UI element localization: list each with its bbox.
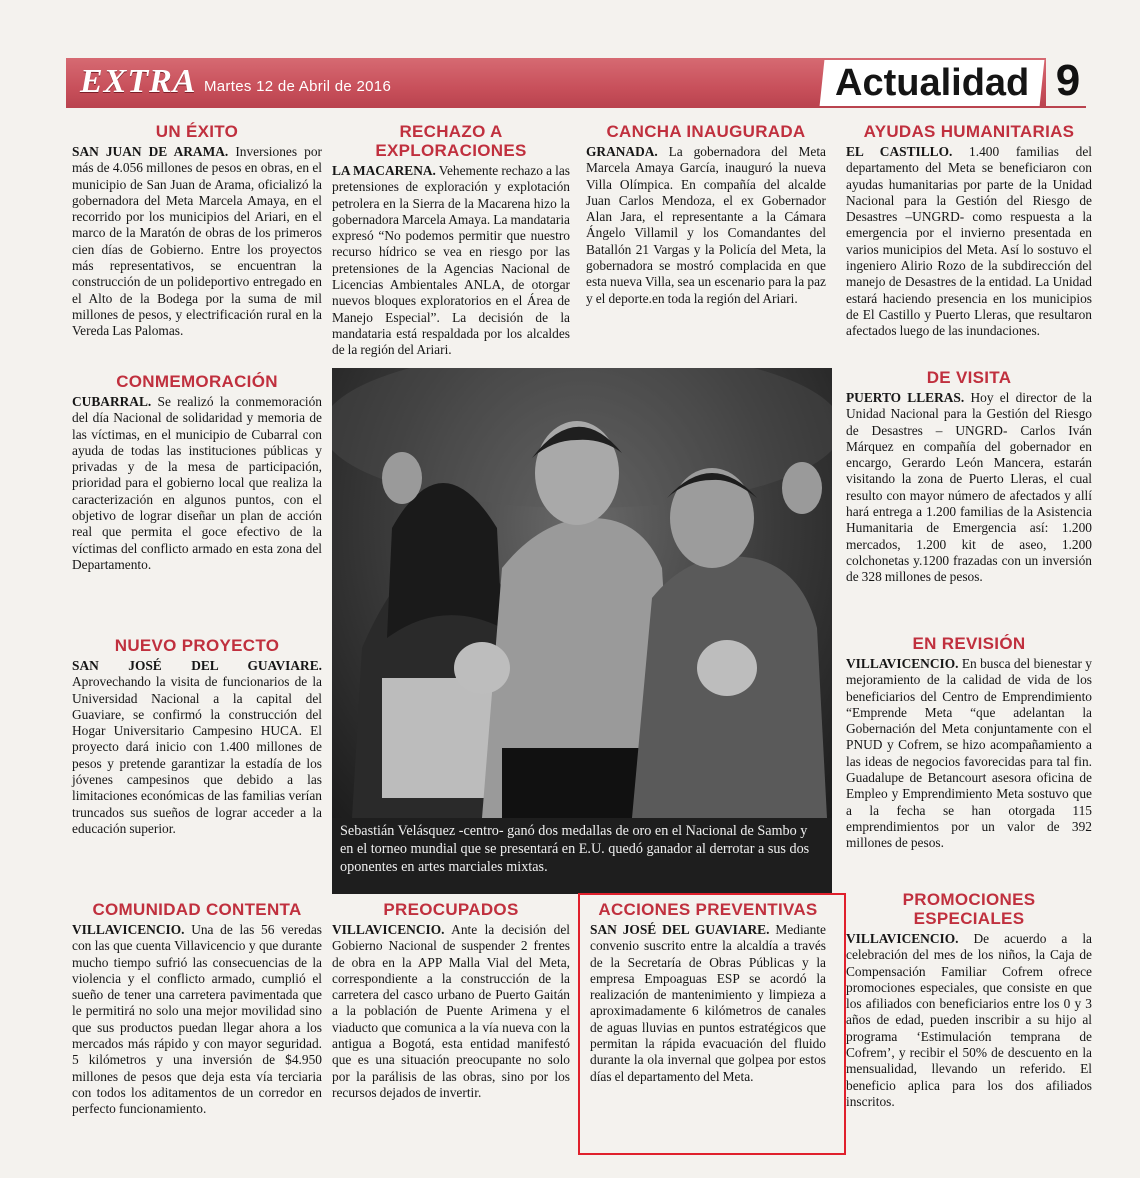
article-headline: COMUNIDAD CONTENTA [92, 900, 302, 919]
article-rechazo [332, 122, 570, 359]
article-text: La gobernadora del Meta Marcela Amaya García, inauguró la nueva Villa Olímpica. En compañía del alcalde Juan Carlos Mendoza, el ex Gobernador Alan Jara, el representante a la Cámara Ángelo Villamil y los Comandantes del Batallón 21 Vargas y la Policía del Meta, la gobernadora se mostró complacida en que esta nueva Villa, sea un escenario para la paz y el deporte.en toda la región del Ariari. [586, 144, 826, 306]
article-dateline: SAN JOSÉ DEL GUAVIARE. [590, 922, 770, 937]
article-text: Aprovechando la visita de funcionarios de la Universidad Nacional a la capital del Guaviare, se confirmó la construcción del Hogar Universitario Campesino HUCA. El proyecto dará inicio con 1.400 millones de pesos y pretende garantizar la estadía de los jóvenes campesinos que debido a las limitaciones económicas de las familias verían truncados sus sueños de lograr acceder a la educación superior. [72, 674, 322, 836]
page-number: 9 [1046, 56, 1090, 106]
article-headline: NUEVO PROYECTO [114, 636, 280, 655]
article-dateline: GRANADA. [586, 144, 658, 159]
article-body [586, 144, 826, 307]
article-body [72, 144, 322, 340]
article-dateline: SAN JOSÉ DEL GUAVIARE. [72, 658, 322, 673]
article-headline: PROMOCIONES ESPECIALES [902, 890, 1036, 928]
article-cancha [586, 122, 826, 307]
article-un-exito [72, 122, 322, 340]
article-comunidad-contenta [72, 900, 322, 1118]
article-dateline: VILLAVICENCIO. [846, 656, 959, 671]
article-text: En busca del bienestar y mejoramiento de la calidad de vida de los beneficiarios del Centro de Emprendimiento “Emprende Meta “que adelantan la Gobernación del Meta conjuntamente con el PNUD y Cofrem, se hizo acompañamiento a las ideas de negocios favorecidas para tal fin. Guadalupe de Betancourt asesora oficina de Empleo y Emprendimiento Meta sostuvo que a la fecha se han otorgada 115 emprendimientos por un valor de 392 millones de pesos. [846, 656, 1092, 851]
photo-illustration [332, 368, 832, 818]
article-text: Una de las 56 veredas con las que cuenta Villavicencio y que durante mucho tiempo sufrió las consecuencias de la violencia y el conflicto armado, cumplió el sueño de tener una carretera pavimentada que le permitirá no solo una mejor movilidad sino que sus productos puedan llegar ahora a los mercados más rápido y con mayor seguridad. 5 kilómetros y una inversión de $4.950 millones de pesos que deja esta vía terciaria con todos los aditamentos de un corredor en perfecto funcionamiento. [72, 922, 322, 1117]
article-text: De acuerdo a la celebración del mes de los niños, la Caja de Compensación Familiar Cofrem ofrece promociones especiales, que consiste en que los afiliados con beneficiarios entre los 0 y 3 años de edad, pueden inscribir a su hijo al programa ‘Estimulación temprana de Cofrem’, y recibir el 50% de descuento en la mensualidad, llevando un referido. El beneficio aplica para los dos afiliados inscritos. [846, 931, 1092, 1109]
article-dateline: CUBARRAL. [72, 394, 152, 409]
article-acciones-preventivas [590, 900, 826, 1085]
article-headline: AYUDAS HUMANITARIAS [863, 122, 1075, 141]
article-en-revision [846, 634, 1092, 852]
article-nuevo-proyecto [72, 636, 322, 837]
article-dateline: EL CASTILLO. [846, 144, 953, 159]
article-body [72, 658, 322, 837]
article-de-visita [846, 368, 1092, 586]
photo-caption: Sebastián Velásquez -centro- ganó dos medallas de oro en el Nacional de Sambo y en el torneo mundial que se presentará en E.U. quedó ganador al derrotar a sus dos oponentes en artes marciales mixtas. [332, 818, 832, 894]
article-text: Hoy el director de la Unidad Nacional para la Gestión del Riesgo de Desastres – UNGRD- Carlos Iván Márquez en compañía del gobernador en encargo, Gerardo León Mancera, estarán visitando la zona de Puerto Lleras, el cual resulto con mayor número de afectados y allí hará entrega a 1.200 familias de la Asistencia Humanitaria de Emergencia así: 1.200 mercados, 1.200 kit de aseo, 1.200 colchonetas y.1200 frazadas con un inversión de 328 millones de pesos. [846, 390, 1092, 585]
article-body [846, 656, 1092, 852]
article-text: Mediante convenio suscrito entre la alcaldía a través de la Secretaría de Obras Públicas y la empresa Empoaguas ESP se acordó la realización de mantenimiento y limpieza a aproximadamente 6 kilómetros de canales de aguas lluvias en puntos estratégicos que permitan la rápida evacuación del fluido durante la ola invernal que golpea por estos días el departamento del Meta. [590, 922, 826, 1084]
article-body [846, 390, 1092, 586]
article-text: 1.400 familias del departamento del Meta se beneficiaron con ayudas humanitarias por parte de la Unidad Nacional para la Gestión del Riesgo de Desastres –UNGRD- como respuesta a la emergencia por el invierno presentada en varios municipios del Meta. Así lo sostuvo el ingeniero Alirio Rozo de la subdirección del manejo de Desastres de la entidad. La Unidad estará haciendo presencia en los municipios de El Castillo y Puerto Lleras, que resultaron afectados luego de las inundaciones. [846, 144, 1092, 339]
article-body [332, 922, 570, 1101]
article-dateline: SAN JUAN DE ARAMA. [72, 144, 229, 159]
article-headline: PREOCUPADOS [383, 900, 519, 919]
article-promociones [846, 890, 1092, 1110]
article-headline: UN ÉXITO [155, 122, 239, 141]
brand-logo: EXTRA [80, 63, 197, 100]
article-text: Inversiones por más de 4.056 millones de pesos en obras, en el municipio de San Juan de Arama, oficializó la gobernadora del Meta Marcela Amaya, en el recorrido por los municipios del Ariari, en el marco de la Maratón de obras de los primeros cien días de Gobierno. Entre los proyectos más representativos, se encuentran la construcción de un polideportivo entregado en el Alto de la Bodega por la suma de mil millones de pesos, y electrificación rural en la Vereda Las Palomas. [72, 144, 322, 339]
article-headline: RECHAZO A EXPLORACIONES [375, 122, 527, 160]
article-body [846, 144, 1092, 340]
article-body [846, 931, 1092, 1110]
article-text: Se realizó la conmemoración del día Nacional de solidaridad y memoria de las víctimas, en el municipio de Cubarral con ayuda de todas las instituciones públicas y privadas y de la mesa de participación, prioridad para el gobierno local que realiza la caracterización en algunos puntos, con el objetivo de lograr diseñar un plan de acción real que permita el goce efectivo de la víctimas del conflicto armado en esta zona del Departamento. [72, 394, 322, 572]
article-conmemoracion [72, 372, 322, 573]
article-dateline: VILLAVICENCIO. [846, 931, 959, 946]
article-dateline: LA MACARENA. [332, 163, 436, 178]
section-title [820, 60, 1045, 106]
article-body [332, 163, 570, 359]
article-text: Vehemente rechazo a las pretensiones de exploración y explotación petrolera en la Sierra de la Macarena hizo la gobernadora Marcela Amaya. La mandataria expresó “No podemos permitir que nuestro recurso hídrico se vea en riesgo por las pretensiones de la Agencias Nacional de Licencias Ambientales ANLA, de otorgar nuevos bloques exploratorios en el Área de Manejo Especial”. La decisión de la mandataria está respaldada por los alcaldes de la región del Ariari. [332, 163, 570, 358]
article-body [72, 394, 322, 573]
article-body [590, 922, 826, 1085]
article-dateline: PUERTO LLERAS. [846, 390, 965, 405]
article-headline: DE VISITA [926, 368, 1012, 387]
article-headline: EN REVISIÓN [912, 634, 1026, 653]
news-photo [332, 368, 832, 818]
article-body [72, 922, 322, 1118]
publication-date: Martes 12 de Abril de 2016 [204, 78, 392, 95]
article-ayudas [846, 122, 1092, 340]
article-headline: CONMEMORACIÓN [116, 372, 278, 391]
article-dateline: VILLAVICENCIO. [72, 922, 185, 937]
article-preocupados [332, 900, 570, 1101]
article-dateline: VILLAVICENCIO. [332, 922, 445, 937]
article-headline: ACCIONES PREVENTIVAS [598, 900, 818, 919]
article-text: Ante la decisión del Gobierno Nacional de suspender 2 frentes de obra en la APP Malla Vial del Meta, correspondiente a la construcción de la carretera del casco urbano de Puerto Gaitán a la población de Puente Arimena y el viaducto que comunica a la vía nueva con la antigua a Bogotá, esta entidad manifestó que es una situación preocupante no solo por la parálisis de las obras, sino por los recursos dejados de invertir. [332, 922, 570, 1100]
article-headline: CANCHA INAUGURADA [606, 122, 806, 141]
section-title-text: Actualidad [834, 62, 1030, 104]
